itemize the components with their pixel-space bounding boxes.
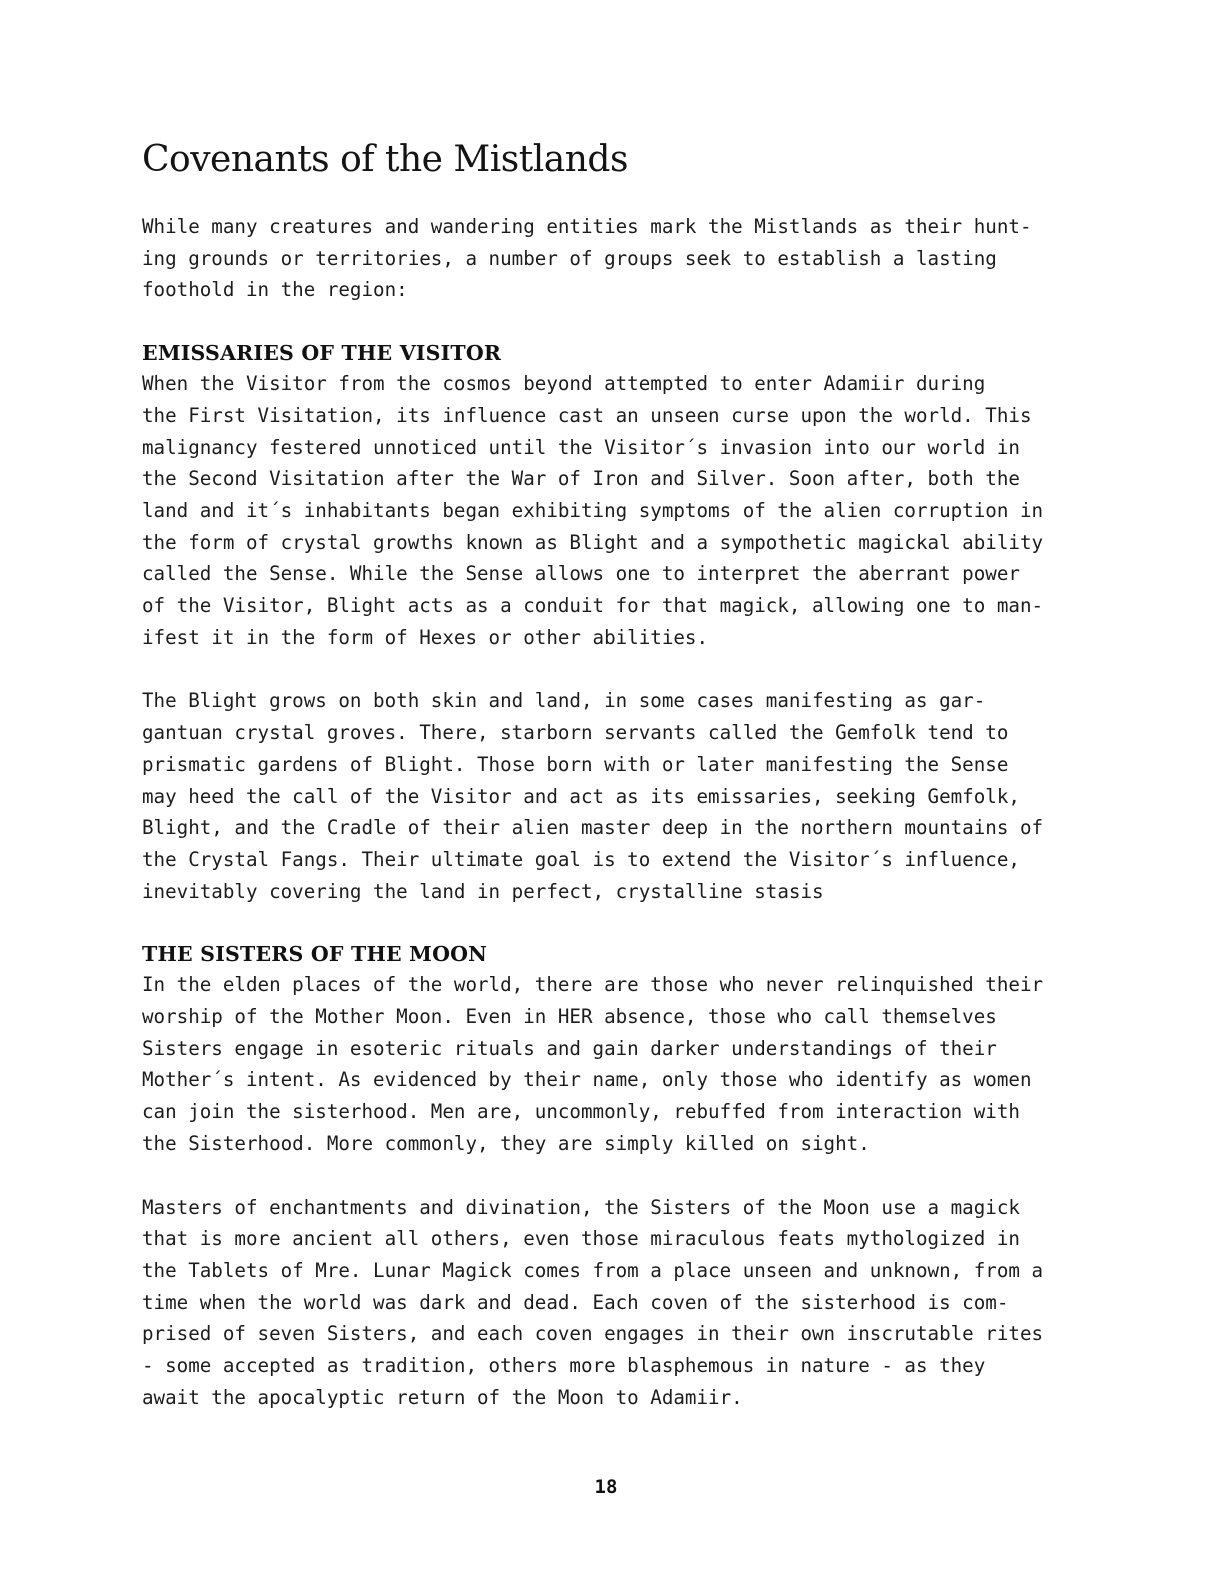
spacer xyxy=(142,653,1082,685)
text-line: While many creatures and wandering entities mark the Mistlands as their hunt- xyxy=(142,215,1032,238)
page-content xyxy=(142,134,1082,1414)
page-number: 18 xyxy=(594,1476,618,1498)
text-line: Masters of enchantments and divination, the Sisters of the Moon use a magick xyxy=(142,1195,1020,1219)
text-line: Mother´s intent. As evidenced by their name, only those who identify as women xyxy=(142,1068,1032,1092)
text-line: called the Sense. While the Sense allows one to interpret the aberrant power xyxy=(142,562,1020,586)
text-line: inevitably covering the land in perfect, crystalline stasis xyxy=(142,879,824,903)
text-line: prismatic gardens of Blight. Those born with or later manifesting the Sense xyxy=(142,752,1009,776)
body-paragraph xyxy=(142,1192,1082,1414)
section-emissaries xyxy=(142,338,1082,907)
body-paragraph xyxy=(142,368,1082,653)
text-line: Blight, and the Cradle of their alien master deep in the northern mountains of xyxy=(142,816,1044,840)
text-line: foothold in the region: xyxy=(142,278,408,302)
text-line: Sisters engage in esoteric rituals and gain darker understandings of their xyxy=(142,1036,997,1060)
body-paragraph xyxy=(142,685,1082,907)
text-line: may heed the call of the Visitor and act as its emissaries, seeking Gemfolk, xyxy=(142,784,1020,808)
text-line: of the Visitor, Blight acts as a conduit for that magick, allowing one to man- xyxy=(142,594,1044,618)
text-line: ing grounds or territories, a number of groups seek to establish a lasting xyxy=(142,246,997,270)
text-line: await the apocalyptic return of the Moon to Adamiir. xyxy=(142,1385,743,1409)
text-line: malignancy festered unnoticed until the Visitor´s invasion into our world in xyxy=(142,435,1020,459)
text-line: gantuan crystal groves. There, starborn servants called the Gemfolk tend to xyxy=(142,721,1009,745)
spacer xyxy=(142,1160,1082,1192)
text-line: the Second Visitation after the War of Iron and Silver. Soon after, both the xyxy=(142,467,1020,491)
text-line: The Blight grows on both skin and land, in some cases manifesting as gar- xyxy=(142,689,986,713)
text-line: worship of the Mother Moon. Even in HER absence, those who call themselves xyxy=(142,1005,997,1029)
text-line: prised of seven Sisters, and each coven engages in their own inscrutable rites xyxy=(142,1322,1044,1346)
text-line: - some accepted as tradition, others more blasphemous in nature - as they xyxy=(142,1354,986,1378)
spacer xyxy=(142,306,1082,338)
page-title: Covenants of the Mistlands xyxy=(142,139,628,180)
text-line: the form of crystal growths known as Blight and a sympothetic magickal ability xyxy=(142,530,1044,554)
section-sisters-of-the-moon xyxy=(142,939,1082,1413)
text-line: When the Visitor from the cosmos beyond attempted to enter Adamiir during xyxy=(142,372,986,396)
text-line: the Sisterhood. More commonly, they are simply killed on sight. xyxy=(142,1131,870,1155)
text-line: land and it´s inhabitants began exhibiting symptoms of the alien corruption in xyxy=(142,498,1044,522)
text-line: that is more ancient all others, even those miraculous feats mythologized in xyxy=(142,1227,1020,1251)
intro-paragraph xyxy=(142,211,1082,306)
section-heading: THE SISTERS OF THE MOON xyxy=(142,942,488,967)
spacer xyxy=(142,907,1082,939)
text-line: the Tablets of Mre. Lunar Magick comes from a place unseen and unknown, from a xyxy=(142,1258,1044,1282)
text-line: the Crystal Fangs. Their ultimate goal is to extend the Visitor´s influence, xyxy=(142,847,1020,871)
text-line: In the elden places of the world, there are those who never relinquished their xyxy=(142,973,1044,997)
text-line: time when the world was dark and dead. Each coven of the sisterhood is com- xyxy=(142,1290,1009,1314)
text-line: ifest it in the form of Hexes or other abilities. xyxy=(142,625,709,649)
body-paragraph xyxy=(142,969,1082,1159)
text-line: the First Visitation, its influence cast an unseen curse upon the world. This xyxy=(142,403,1032,427)
section-heading: EMISSARIES OF THE VISITOR xyxy=(142,341,502,366)
text-line: can join the sisterhood. Men are, uncommonly, rebuffed from interaction with xyxy=(142,1100,1020,1124)
